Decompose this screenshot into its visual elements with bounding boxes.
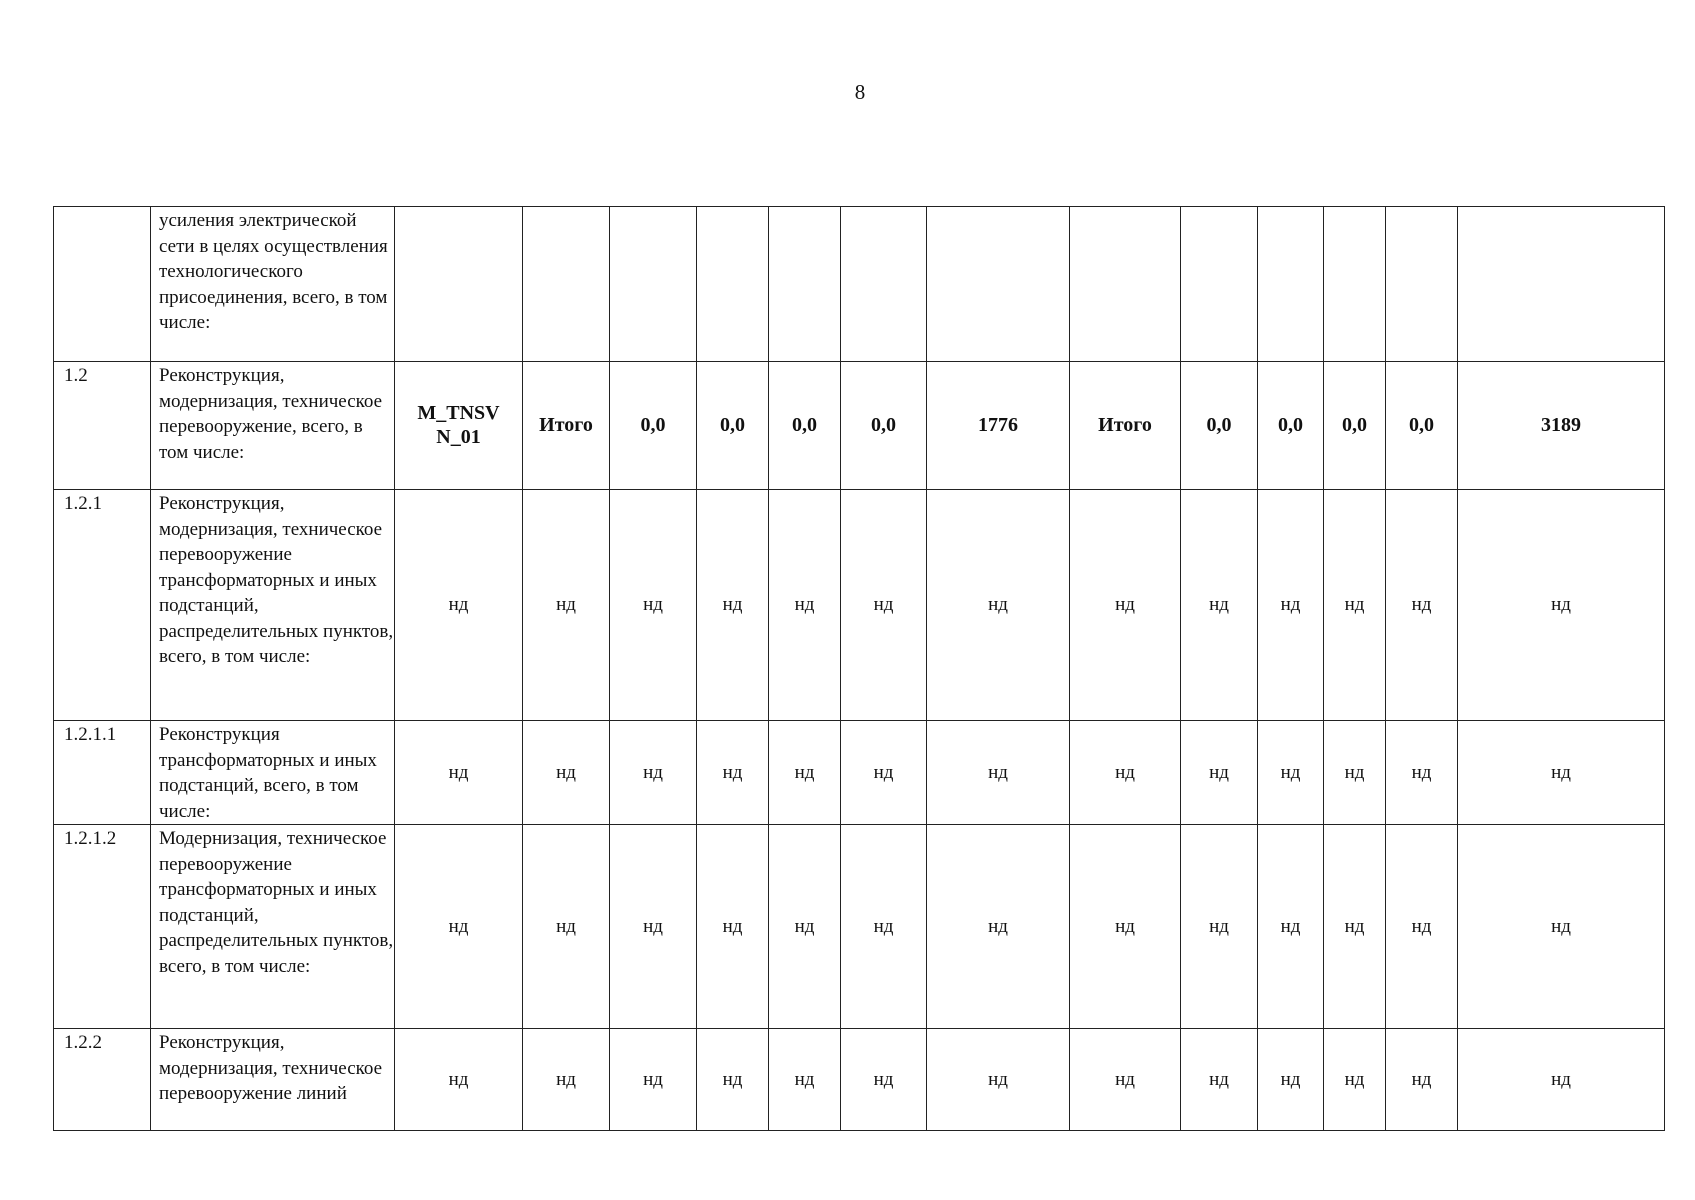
row-name-cell: Реконструкция, модернизация, техническое перевооружение, всего, в том числе: bbox=[151, 362, 395, 490]
value-cell: нд bbox=[610, 721, 697, 825]
value-cell: нд bbox=[523, 825, 610, 1029]
table-row bbox=[54, 721, 1665, 825]
value-cell bbox=[1258, 207, 1324, 362]
value-cell: нд bbox=[395, 825, 523, 1029]
value-cell: нд bbox=[841, 490, 927, 721]
row-number-cell: 1.2.1.2 bbox=[54, 825, 151, 1029]
value-cell: Итого bbox=[523, 362, 610, 490]
value-cell: нд bbox=[523, 1029, 610, 1131]
row-number-cell bbox=[54, 207, 151, 362]
value-cell: нд bbox=[1386, 490, 1458, 721]
value-cell bbox=[610, 207, 697, 362]
value-cell: нд bbox=[697, 490, 769, 721]
value-cell bbox=[1070, 207, 1181, 362]
value-cell: 0,0 bbox=[1386, 362, 1458, 490]
table-row bbox=[54, 207, 1665, 362]
value-cell: нд bbox=[1181, 721, 1258, 825]
value-cell bbox=[1458, 207, 1665, 362]
value-cell: нд bbox=[1258, 1029, 1324, 1131]
value-cell: нд bbox=[1458, 825, 1665, 1029]
value-cell: нд bbox=[927, 721, 1070, 825]
value-cell: нд bbox=[841, 721, 927, 825]
row-number-cell: 1.2 bbox=[54, 362, 151, 490]
value-cell: нд bbox=[610, 1029, 697, 1131]
value-cell bbox=[1386, 207, 1458, 362]
value-cell: нд bbox=[1324, 1029, 1386, 1131]
value-cell: нд bbox=[1386, 825, 1458, 1029]
row-number-cell: 1.2.2 bbox=[54, 1029, 151, 1131]
row-name-cell: Реконструкция трансформаторных и иных подстанций, всего, в том числе: bbox=[151, 721, 395, 825]
project-code-cell bbox=[395, 362, 523, 490]
value-cell: нд bbox=[1458, 1029, 1665, 1131]
table-body bbox=[54, 207, 1665, 1131]
table-row bbox=[54, 490, 1665, 721]
row-name-cell: усиления электрической сети в целях осуществления технологического присоединения, всего, в том числе: bbox=[151, 207, 395, 362]
row-number-cell: 1.2.1.1 bbox=[54, 721, 151, 825]
table-row bbox=[54, 1029, 1665, 1131]
value-cell: 0,0 bbox=[769, 362, 841, 490]
value-cell: нд bbox=[841, 1029, 927, 1131]
value-cell: нд bbox=[1324, 825, 1386, 1029]
value-cell bbox=[1324, 207, 1386, 362]
value-cell: нд bbox=[1181, 1029, 1258, 1131]
value-cell: нд bbox=[1070, 490, 1181, 721]
value-cell: нд bbox=[697, 825, 769, 1029]
value-cell: нд bbox=[769, 1029, 841, 1131]
value-cell: нд bbox=[697, 721, 769, 825]
row-name-cell: Модернизация, техническое перевооружение трансформаторных и иных подстанций, распределительных пунктов, всего, в том числе: bbox=[151, 825, 395, 1029]
value-cell: нд bbox=[1258, 490, 1324, 721]
value-cell bbox=[927, 207, 1070, 362]
value-cell: нд bbox=[1181, 825, 1258, 1029]
value-cell: нд bbox=[769, 721, 841, 825]
value-cell: Итого bbox=[1070, 362, 1181, 490]
value-cell: нд bbox=[927, 490, 1070, 721]
value-cell: нд bbox=[1258, 721, 1324, 825]
value-cell: 0,0 bbox=[841, 362, 927, 490]
row-name-cell: Реконструкция, модернизация, техническое перевооружение линий bbox=[151, 1029, 395, 1131]
value-cell bbox=[841, 207, 927, 362]
value-cell: нд bbox=[1070, 825, 1181, 1029]
value-cell: нд bbox=[927, 825, 1070, 1029]
value-cell: 0,0 bbox=[610, 362, 697, 490]
value-cell bbox=[769, 207, 841, 362]
value-cell: нд bbox=[1458, 721, 1665, 825]
value-cell: нд bbox=[395, 721, 523, 825]
investment-program-table bbox=[53, 206, 1665, 1131]
value-cell: нд bbox=[523, 490, 610, 721]
value-cell: нд bbox=[1386, 1029, 1458, 1131]
value-cell bbox=[697, 207, 769, 362]
value-cell: нд bbox=[610, 825, 697, 1029]
value-cell: нд bbox=[769, 825, 841, 1029]
value-cell bbox=[523, 207, 610, 362]
value-cell: нд bbox=[841, 825, 927, 1029]
row-name-cell: Реконструкция, модернизация, техническое перевооружение трансформаторных и иных подстанций, распределительных пунктов, всего, в том числе: bbox=[151, 490, 395, 721]
value-cell: 0,0 bbox=[1181, 362, 1258, 490]
value-cell: нд bbox=[697, 1029, 769, 1131]
value-cell: нд bbox=[1458, 490, 1665, 721]
row-number-cell: 1.2.1 bbox=[54, 490, 151, 721]
table-row bbox=[54, 825, 1665, 1029]
value-cell: нд bbox=[1070, 721, 1181, 825]
value-cell: нд bbox=[1258, 825, 1324, 1029]
value-cell bbox=[1181, 207, 1258, 362]
value-cell: 0,0 bbox=[1258, 362, 1324, 490]
value-cell: нд bbox=[610, 490, 697, 721]
project-code-text: M_TNSV N_01 bbox=[417, 401, 500, 448]
value-cell: 1776 bbox=[927, 362, 1070, 490]
value-cell: нд bbox=[523, 721, 610, 825]
value-cell: нд bbox=[395, 490, 523, 721]
value-cell: нд bbox=[1324, 721, 1386, 825]
value-cell: нд bbox=[1070, 1029, 1181, 1131]
value-cell: нд bbox=[1181, 490, 1258, 721]
value-cell: 0,0 bbox=[1324, 362, 1386, 490]
table-row bbox=[54, 362, 1665, 490]
value-cell: 0,0 bbox=[697, 362, 769, 490]
value-cell: нд bbox=[395, 1029, 523, 1131]
value-cell: нд bbox=[1324, 490, 1386, 721]
value-cell: нд bbox=[1386, 721, 1458, 825]
page-number: 8 bbox=[854, 80, 866, 104]
value-cell: нд bbox=[927, 1029, 1070, 1131]
value-cell bbox=[395, 207, 523, 362]
value-cell: нд bbox=[769, 490, 841, 721]
value-cell: 3189 bbox=[1458, 362, 1665, 490]
